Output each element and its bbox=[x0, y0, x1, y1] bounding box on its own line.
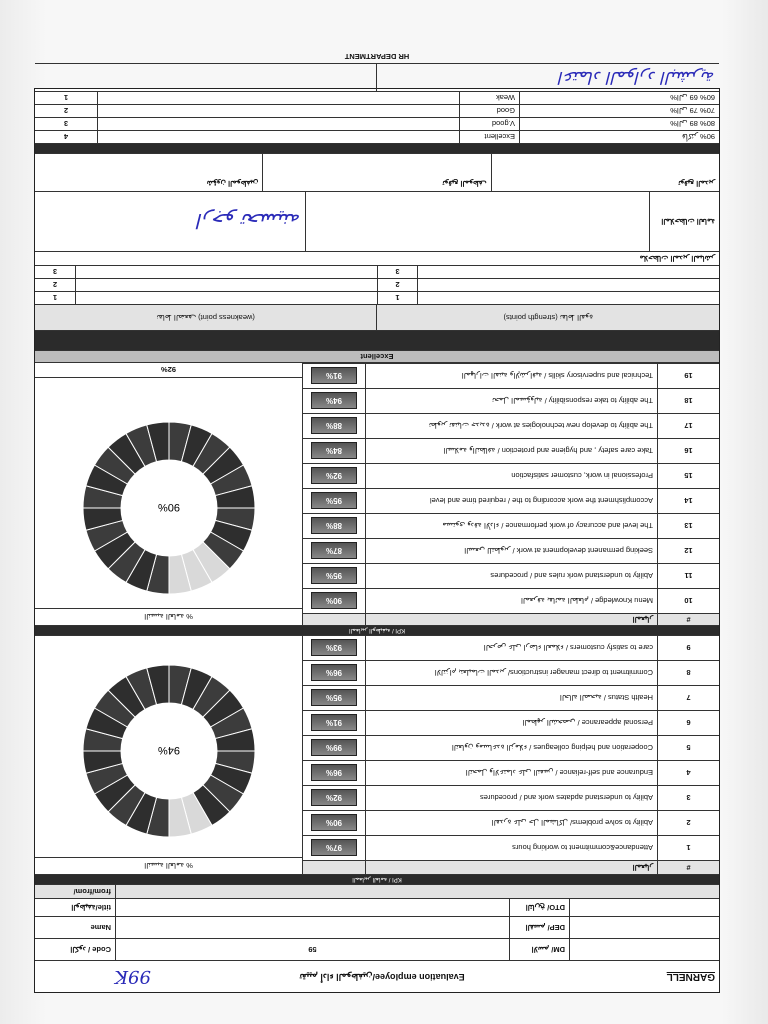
criteria-score-cell bbox=[303, 589, 365, 613]
criteria-score: 91% bbox=[311, 368, 357, 385]
criteria-row bbox=[303, 710, 719, 735]
weakness-number: 3 bbox=[52, 267, 58, 277]
criteria-label: Attendance&commitment to working hours bbox=[365, 836, 657, 860]
criteria-score: 93% bbox=[311, 640, 357, 657]
criteria-number: 10 bbox=[657, 589, 719, 613]
company-name: GARNELL bbox=[666, 971, 715, 982]
approval-signature: اعتماد الموارد البشرية bbox=[377, 64, 720, 91]
scale-grade: Weak bbox=[459, 92, 519, 104]
criteria-score: 95% bbox=[311, 690, 357, 707]
criteria-label: care to satisfy customers / الحرص على ارضاء العملاء bbox=[365, 636, 657, 660]
group2-donut-chart bbox=[36, 380, 302, 608]
criteria-score: 87% bbox=[311, 543, 357, 560]
criteria-score-cell bbox=[303, 364, 365, 388]
criteria-row bbox=[303, 760, 719, 785]
criteria-number: 5 bbox=[657, 736, 719, 760]
criteria-row bbox=[303, 388, 719, 413]
criteria-label: Menu Knowledge / المعرفة بقائمة الطعام bbox=[365, 589, 657, 613]
criteria-score-cell bbox=[303, 514, 365, 538]
kpi-general-bar: KPI / المعايير العامة bbox=[35, 874, 719, 884]
scale-range: 60% الى 69% bbox=[519, 92, 719, 104]
code-label: Code / الكود bbox=[70, 945, 111, 954]
scale-grade: Good bbox=[459, 105, 519, 117]
handwritten-code: 99K bbox=[114, 966, 151, 987]
criteria-score-cell bbox=[303, 464, 365, 488]
info-row-1 bbox=[35, 938, 719, 960]
criteria-row bbox=[303, 588, 719, 613]
grading-scale-row bbox=[35, 104, 719, 117]
criteria-row bbox=[303, 513, 719, 538]
criteria-score: 92% bbox=[311, 468, 357, 485]
criteria-label: Cooperation and helping colleagues / التعاون ومساعدة الزملاء bbox=[365, 736, 657, 760]
criteria-row bbox=[303, 563, 719, 588]
criteria-score-cell bbox=[303, 636, 365, 660]
criteria-label: Health Status / الحالة الصحية bbox=[365, 686, 657, 710]
strength-number: 1 bbox=[377, 292, 417, 304]
criteria-label: Take care safety , and hygiene and protection / السلامة والنظافة bbox=[365, 439, 657, 463]
scale-number: 2 bbox=[63, 106, 69, 116]
info-row-3 bbox=[35, 898, 719, 916]
grading-scale-row bbox=[35, 130, 719, 143]
criteria-label: The ability to take responsibility / تحمل المسؤولية bbox=[365, 389, 657, 413]
criteria-row bbox=[303, 660, 719, 685]
period-label: from/from/ bbox=[73, 887, 111, 896]
criteria-row bbox=[303, 810, 719, 835]
criteria-score: 99% bbox=[311, 740, 357, 757]
criteria-score: 84% bbox=[311, 443, 357, 460]
criteria-row bbox=[303, 785, 719, 810]
criteria-score-cell bbox=[303, 539, 365, 563]
hr-signature: شؤون الموظفين bbox=[206, 179, 259, 188]
employee-signature: توقيع الموظف bbox=[262, 154, 490, 191]
criteria-score-cell bbox=[303, 489, 365, 513]
criteria-number: 9 bbox=[657, 636, 719, 660]
group2-chart-box bbox=[35, 363, 303, 625]
dep-label: DEP/ القسم bbox=[509, 917, 569, 938]
donut-center-label: 90% bbox=[157, 501, 181, 513]
criteria-number: 4 bbox=[657, 761, 719, 785]
group2-chart-caption: % النسبة العامة bbox=[35, 608, 302, 625]
strength-header: نقاط القوة (strength points) bbox=[377, 305, 720, 330]
form-title: Evaluation employee/تقييم أداء الموظفين bbox=[299, 972, 465, 982]
criteria-row bbox=[303, 735, 719, 760]
criteria-label: Accomplishment the work according to the / required time and level bbox=[365, 489, 657, 513]
criteria-label: The ability to develop new technologies at work / تطوير تقنيات جديدة bbox=[365, 414, 657, 438]
group1-section bbox=[35, 635, 719, 874]
scale-range: 90% فأكثر bbox=[519, 131, 719, 143]
scale-number: 1 bbox=[63, 93, 69, 103]
criteria-number: 13 bbox=[657, 514, 719, 538]
criteria-score: 88% bbox=[311, 418, 357, 435]
group2-section bbox=[35, 362, 719, 625]
criteria-row bbox=[303, 363, 719, 388]
criteria-score-cell bbox=[303, 389, 365, 413]
criteria-number: 7 bbox=[657, 686, 719, 710]
criteria-row bbox=[303, 488, 719, 513]
criteria-label: Endurance and self-reliance / التحمل والاعتماد على النفس bbox=[365, 761, 657, 785]
scale-number: 3 bbox=[63, 119, 69, 129]
dm-value: 59 bbox=[115, 939, 509, 960]
approval-row bbox=[35, 63, 719, 91]
dm-label: DM/ الاسم bbox=[509, 939, 569, 960]
group1-chart-box bbox=[35, 636, 303, 874]
scale-number: 4 bbox=[63, 132, 69, 142]
criteria-number: 6 bbox=[657, 711, 719, 735]
manager-signature: توقيع المدير bbox=[491, 154, 719, 191]
criteria-score-cell bbox=[303, 439, 365, 463]
criteria-number: 1 bbox=[657, 836, 719, 860]
notes-title-row bbox=[35, 251, 719, 265]
strength-number: 2 bbox=[377, 279, 417, 291]
criteria-row bbox=[303, 835, 719, 860]
criteria-score-cell bbox=[303, 786, 365, 810]
dark-separator bbox=[35, 330, 719, 350]
scale-range: 70% الى 79% bbox=[519, 105, 719, 117]
criteria-number: 16 bbox=[657, 439, 719, 463]
criteria-number: 8 bbox=[657, 661, 719, 685]
criteria-number: 17 bbox=[657, 414, 719, 438]
criteria-number: 15 bbox=[657, 464, 719, 488]
scale-grade: Excellent bbox=[459, 131, 519, 143]
criteria-score: 88% bbox=[311, 518, 357, 535]
criteria-row bbox=[303, 538, 719, 563]
evaluation-form bbox=[34, 52, 720, 993]
group2-header-pct: 92% bbox=[35, 363, 302, 378]
criteria-label: Commitment to direct manager instructions/ الالتزام بتعليمات المدير bbox=[365, 661, 657, 685]
strength-weakness-row bbox=[35, 291, 719, 304]
notes-row: الملاحظات العامة ارجو تحسينه bbox=[35, 191, 719, 251]
criteria-score: 96% bbox=[311, 665, 357, 682]
criteria-score: 95% bbox=[311, 493, 357, 510]
criteria-score: 91% bbox=[311, 715, 357, 732]
dark-bar-2 bbox=[35, 143, 719, 153]
scale-grade: V.good bbox=[459, 118, 519, 130]
criteria-score: 90% bbox=[311, 815, 357, 832]
criteria-score-cell bbox=[303, 414, 365, 438]
criteria-score-cell bbox=[303, 564, 365, 588]
criteria-score-cell bbox=[303, 761, 365, 785]
criteria-number: 18 bbox=[657, 389, 719, 413]
criteria-row bbox=[303, 635, 719, 660]
criteria-score: 97% bbox=[311, 840, 357, 857]
strength-weakness-header bbox=[35, 304, 719, 330]
group1-header: # المعيار bbox=[303, 860, 719, 874]
kpi-job-bar: KPI / المعايير الوظيفية bbox=[35, 625, 719, 635]
signature-row bbox=[35, 153, 719, 191]
weakness-number: 2 bbox=[52, 280, 58, 290]
group1-donut-chart bbox=[36, 637, 302, 857]
criteria-label: Technical and supervisory skills / المهارات الفنية والإشرافية bbox=[365, 364, 657, 388]
criteria-row bbox=[303, 438, 719, 463]
criteria-label: Ability to understand work rules and / procedures bbox=[365, 564, 657, 588]
group1-chart-caption: % النسبة العامة bbox=[35, 857, 302, 874]
weakness-number: 1 bbox=[52, 293, 58, 303]
criteria-score-cell bbox=[303, 736, 365, 760]
notes-title: ملاحظات المدير المباشر bbox=[639, 254, 715, 263]
criteria-score-cell bbox=[303, 686, 365, 710]
criteria-score-cell bbox=[303, 836, 365, 860]
criteria-label: Ability to understand apdates work and / procedures bbox=[365, 786, 657, 810]
period-row bbox=[35, 884, 719, 898]
info-row-2 bbox=[35, 916, 719, 938]
criteria-number: 2 bbox=[657, 811, 719, 835]
handwritten-notes: ارجو تحسينه bbox=[197, 209, 301, 234]
excellent-bar: Excellent bbox=[35, 350, 719, 362]
strength-number: 3 bbox=[377, 266, 417, 278]
criteria-number: 14 bbox=[657, 489, 719, 513]
form-header bbox=[35, 960, 719, 992]
criteria-score: 94% bbox=[311, 393, 357, 410]
criteria-row bbox=[303, 685, 719, 710]
criteria-row bbox=[303, 413, 719, 438]
group2-header: # المعيار bbox=[303, 613, 719, 625]
criteria-number: 11 bbox=[657, 564, 719, 588]
donut-center-label: 94% bbox=[157, 744, 181, 756]
criteria-score-cell bbox=[303, 711, 365, 735]
hr-department-footer: HR DEPARTMENT bbox=[344, 52, 410, 62]
strength-weakness-row bbox=[35, 278, 719, 291]
weakness-header: (weakness point) نقاط الضعف bbox=[156, 313, 255, 322]
criteria-label: The level and accuracy of work performance / مستوى ودقة الأداء bbox=[365, 514, 657, 538]
criteria-row bbox=[303, 463, 719, 488]
criteria-label: Seeking permanent development at work / السعي للتطوير bbox=[365, 539, 657, 563]
criteria-label: Ability to solve problems/ القدرة على حل المشاكل bbox=[365, 811, 657, 835]
criteria-label: Professional in work, customer satisfaction bbox=[365, 464, 657, 488]
criteria-score-cell bbox=[303, 661, 365, 685]
date-label: DTO/ التاريخ bbox=[509, 899, 569, 916]
title-label: title/الوظيفة bbox=[71, 903, 111, 912]
criteria-score: 92% bbox=[311, 790, 357, 807]
criteria-score: 95% bbox=[311, 568, 357, 585]
criteria-score: 90% bbox=[311, 593, 357, 610]
grading-scale-row bbox=[35, 91, 719, 104]
grading-scale-row bbox=[35, 117, 719, 130]
criteria-label: Personal appearance / المظهر الشخصي bbox=[365, 711, 657, 735]
strength-weakness-row bbox=[35, 265, 719, 278]
criteria-score-cell bbox=[303, 811, 365, 835]
criteria-number: 3 bbox=[657, 786, 719, 810]
criteria-number: 19 bbox=[657, 364, 719, 388]
criteria-score: 96% bbox=[311, 765, 357, 782]
name-label: Name bbox=[90, 923, 111, 932]
criteria-number: 12 bbox=[657, 539, 719, 563]
scale-range: 80% الى 89% bbox=[519, 118, 719, 130]
